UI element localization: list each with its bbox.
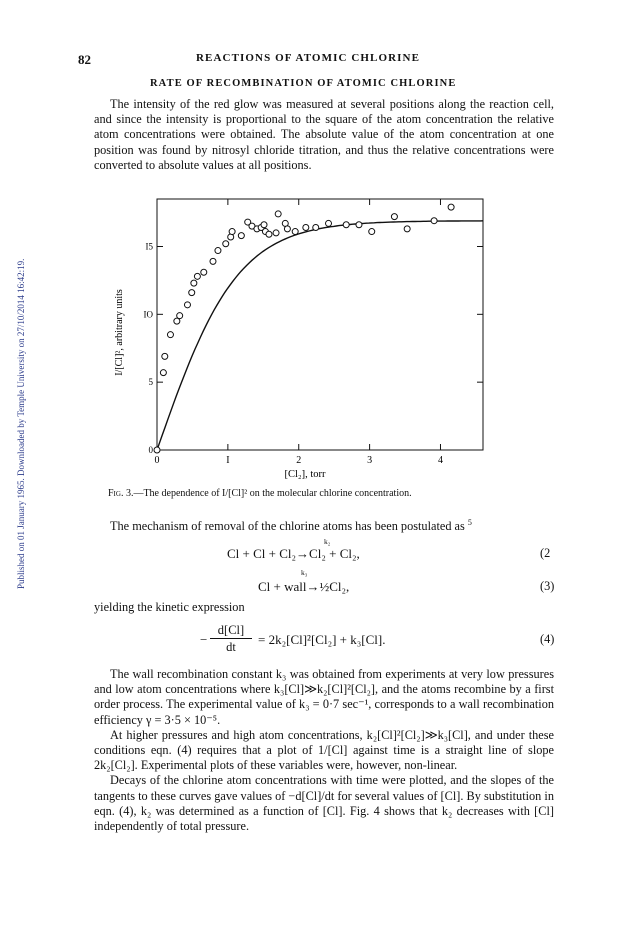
x-tick-label: 2 <box>296 455 302 466</box>
data-point <box>223 241 229 247</box>
fitted-curve <box>157 221 483 450</box>
eq3-rate-constant: k₃ <box>301 568 308 577</box>
data-point <box>184 302 190 308</box>
x-axis-label: [Cl₂], torr <box>284 469 326 480</box>
data-point <box>448 204 454 210</box>
y-axis-label: I/[Cl]², arbitrary units <box>114 289 125 376</box>
eq4-numerator: d[Cl] <box>210 623 252 639</box>
data-point <box>201 269 207 275</box>
eq2-rate-constant: k₂ <box>324 537 331 546</box>
paragraph-text: The mechanism of removal of the chlorine atoms has been postulated as <box>110 519 465 534</box>
kinetic-intro <box>94 600 554 615</box>
y-tick-label: 0 <box>148 445 153 455</box>
data-point <box>210 258 216 264</box>
data-point <box>356 222 362 228</box>
data-point <box>194 273 200 279</box>
reference-superscript: 5 <box>467 518 472 527</box>
eq4-denominator: dt <box>226 640 236 654</box>
figure-caption <box>108 488 412 499</box>
data-point <box>177 313 183 319</box>
section-title: RATE OF RECOMBINATION OF ATOMIC CHLORINE <box>150 78 457 89</box>
data-point <box>303 224 309 230</box>
data-point <box>229 229 235 235</box>
data-point <box>266 231 272 237</box>
decay-paragraph: Decays of the chlorine atom concentrations with time were plotted, and the slopes of the tangents to these curves gave values of −d[Cl]/dt for several values of [Cl]. By substitution in eqn. (4), k₂ was determined as a function of [Cl]. Fig. 4 shows that k₂ decreases with [Cl] independently of total pressure. <box>94 773 554 834</box>
data-point <box>154 447 160 453</box>
intro-paragraph <box>94 97 554 173</box>
x-tick-label: 3 <box>367 455 373 466</box>
equation-4: = 2k₂[Cl]²[Cl₂] + k₃[Cl]. <box>258 632 386 647</box>
figure-label: Fig. 3. <box>108 488 134 499</box>
data-point <box>189 290 195 296</box>
data-point <box>431 218 437 224</box>
data-point <box>273 230 279 236</box>
y-tick-label: 5 <box>148 377 153 388</box>
page-number: 82 <box>78 52 91 67</box>
equation-4-number: (4) <box>540 632 555 646</box>
download-watermark: Published on 01 January 1965. Downloaded by Temple University on 27/10/2014 16:42:19. <box>16 258 26 589</box>
data-point <box>162 353 168 359</box>
data-point <box>313 224 319 230</box>
equation-3-number: (3) <box>540 579 555 593</box>
data-point <box>191 280 197 286</box>
x-tick-label: I <box>226 455 230 466</box>
y-tick-label: I5 <box>145 241 153 252</box>
data-point <box>160 370 166 376</box>
x-tick-label: 4 <box>437 455 443 466</box>
data-point <box>343 222 349 228</box>
data-point <box>215 248 221 254</box>
equation-2-number: (2 <box>540 546 551 560</box>
data-point <box>167 332 173 338</box>
data-point <box>292 229 298 235</box>
y-tick-label: IO <box>143 309 153 320</box>
data-point <box>261 222 267 228</box>
data-point <box>284 226 290 232</box>
figure-caption-text: —The dependence of I/[Cl]² on the molecular chlorine concentration. <box>133 488 412 499</box>
paragraph-text: The intensity of the red glow was measured at several positions along the reaction cell, and since the intensity is proportional to the square of the atom concentration the relative atom concentrations were obtained. The absolute value of the atom concentration at one position was found by nitrosyl chloride titration, and thus the relative concentrations were converted to absolute values at all positions. <box>94 97 554 172</box>
equation-3: Cl + wall→½Cl₂, <box>258 579 350 594</box>
data-point <box>369 229 375 235</box>
results-paragraphs <box>94 667 554 834</box>
data-point <box>275 211 281 217</box>
paragraph-text: yielding the kinetic expression <box>94 600 245 614</box>
data-point <box>238 233 244 239</box>
eq4-sign: − <box>200 632 208 647</box>
mechanism-paragraph <box>94 515 554 534</box>
running-title: REACTIONS OF ATOMIC CHLORINE <box>196 52 421 64</box>
high-pressure-paragraph: At higher pressures and high atom concentrations, k₂[Cl]²[Cl₂]≫k₃[Cl], and under these conditions eqn. (4) requires that a plot of 1/[Cl] against time is a straight line of slope 2k₂[Cl₂]. Experimental plots of these variables were, however, non-linear. <box>94 727 554 773</box>
data-point <box>404 226 410 232</box>
figure-3-chart <box>100 185 520 485</box>
data-point <box>391 214 397 220</box>
wall-recombination-paragraph: The wall recombination constant k₃ was obtained from experiments at very low pressures and low atom concentrations where k₃[Cl]≫k₂[Cl]²[Cl₂], and the atoms recombine by a first order process. The experimental value of k₃ = 0·7 sec⁻¹, corresponds to a wall recombination efficiency γ = 3·5 × 10⁻⁵. <box>94 667 554 727</box>
equation-2: Cl + Cl + Cl₂→Cl₂ + Cl₂, <box>227 546 360 561</box>
data-point <box>326 220 332 226</box>
x-tick-label: 0 <box>154 455 160 466</box>
